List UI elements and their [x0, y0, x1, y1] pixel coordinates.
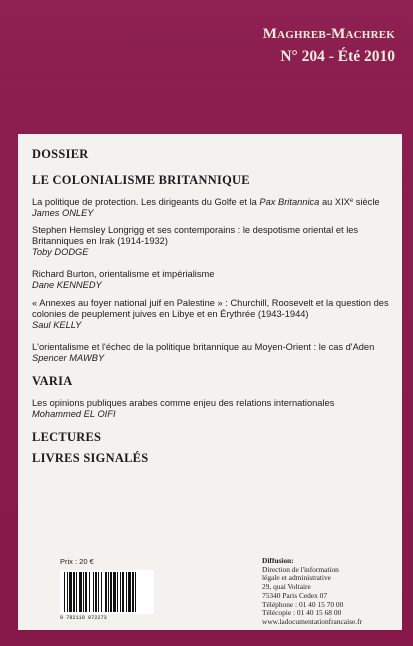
- diffusion-block: [262, 557, 402, 627]
- section-lectures: LECTURES: [32, 430, 102, 444]
- barcode-icon: [60, 570, 154, 614]
- article-5-title: L'orientalisme et l'échec de la politique britannique au Moyen-Orient : le cas d'Aden: [32, 342, 375, 352]
- article-4-author: Saul KELLY: [32, 320, 82, 331]
- isbn-digits: 9 782110 072273: [60, 615, 107, 621]
- contents-panel: [18, 134, 402, 630]
- article-4: [32, 298, 398, 331]
- section-livres-signales: LIVRES SIGNALÉS: [32, 451, 149, 465]
- diffusion-line: légale et administrative: [262, 573, 331, 583]
- diffusion-website: www.ladocumentationfrancaise.fr: [262, 616, 363, 626]
- diffusion-line: Direction de l'information: [262, 564, 339, 574]
- article-1-author: James ONLEY: [32, 208, 94, 219]
- article-1: [32, 197, 398, 219]
- article-3-title: Richard Burton, orientalisme et impérialisme: [32, 269, 215, 279]
- section-varia: VARIA: [32, 374, 73, 388]
- diffusion-line: Télécopie : 01 40 15 68 00: [262, 608, 342, 618]
- price-label: Prix : 20 €: [60, 557, 94, 566]
- article-3-author: Dane KENNEDY: [32, 280, 102, 291]
- article-2-author: Toby DODGE: [32, 247, 89, 258]
- diffusion-heading: Diffusion:: [262, 556, 294, 565]
- article-5: [32, 342, 398, 364]
- varia-article: [32, 398, 398, 420]
- article-2: [32, 225, 398, 258]
- diffusion-line: 29, quai Voltaire: [262, 582, 311, 592]
- varia-article-author: Mohammed EL OIFI: [32, 409, 116, 420]
- article-3: [32, 269, 398, 291]
- price-barcode-block: [60, 557, 154, 625]
- section-dossier: DOSSIER: [32, 147, 89, 161]
- section-dossier-title: LE COLONIALISME BRITANNIQUE: [32, 173, 250, 187]
- article-5-author: Spencer MAWBY: [32, 353, 105, 364]
- article-1-title: La politique de protection. Les dirigeants du Golfe et la Pax Britannica au XIXe siècle: [32, 197, 380, 207]
- issue-number: N° 204 - Été 2010: [280, 48, 395, 65]
- masthead: [0, 26, 395, 66]
- diffusion-line: 75340 Paris Cedex 07: [262, 590, 328, 600]
- article-4-title: « Annexes au foyer national juif en Palestine » : Churchill, Roosevelt et la question des colonies de peuplement juives en Libye et en Érythrée (1943-1944): [32, 298, 389, 320]
- varia-article-title: Les opinions publiques arabes comme enjeu des relations internationales: [32, 398, 335, 408]
- journal-title: Maghreb-Machrek: [262, 26, 395, 42]
- diffusion-line: Téléphone : 01 40 15 70 00: [262, 599, 344, 609]
- article-2-title: Stephen Hemsley Longrigg et ses contemporains : le despotisme oriental et les Britanniques en Irak (1914-1932): [32, 225, 359, 247]
